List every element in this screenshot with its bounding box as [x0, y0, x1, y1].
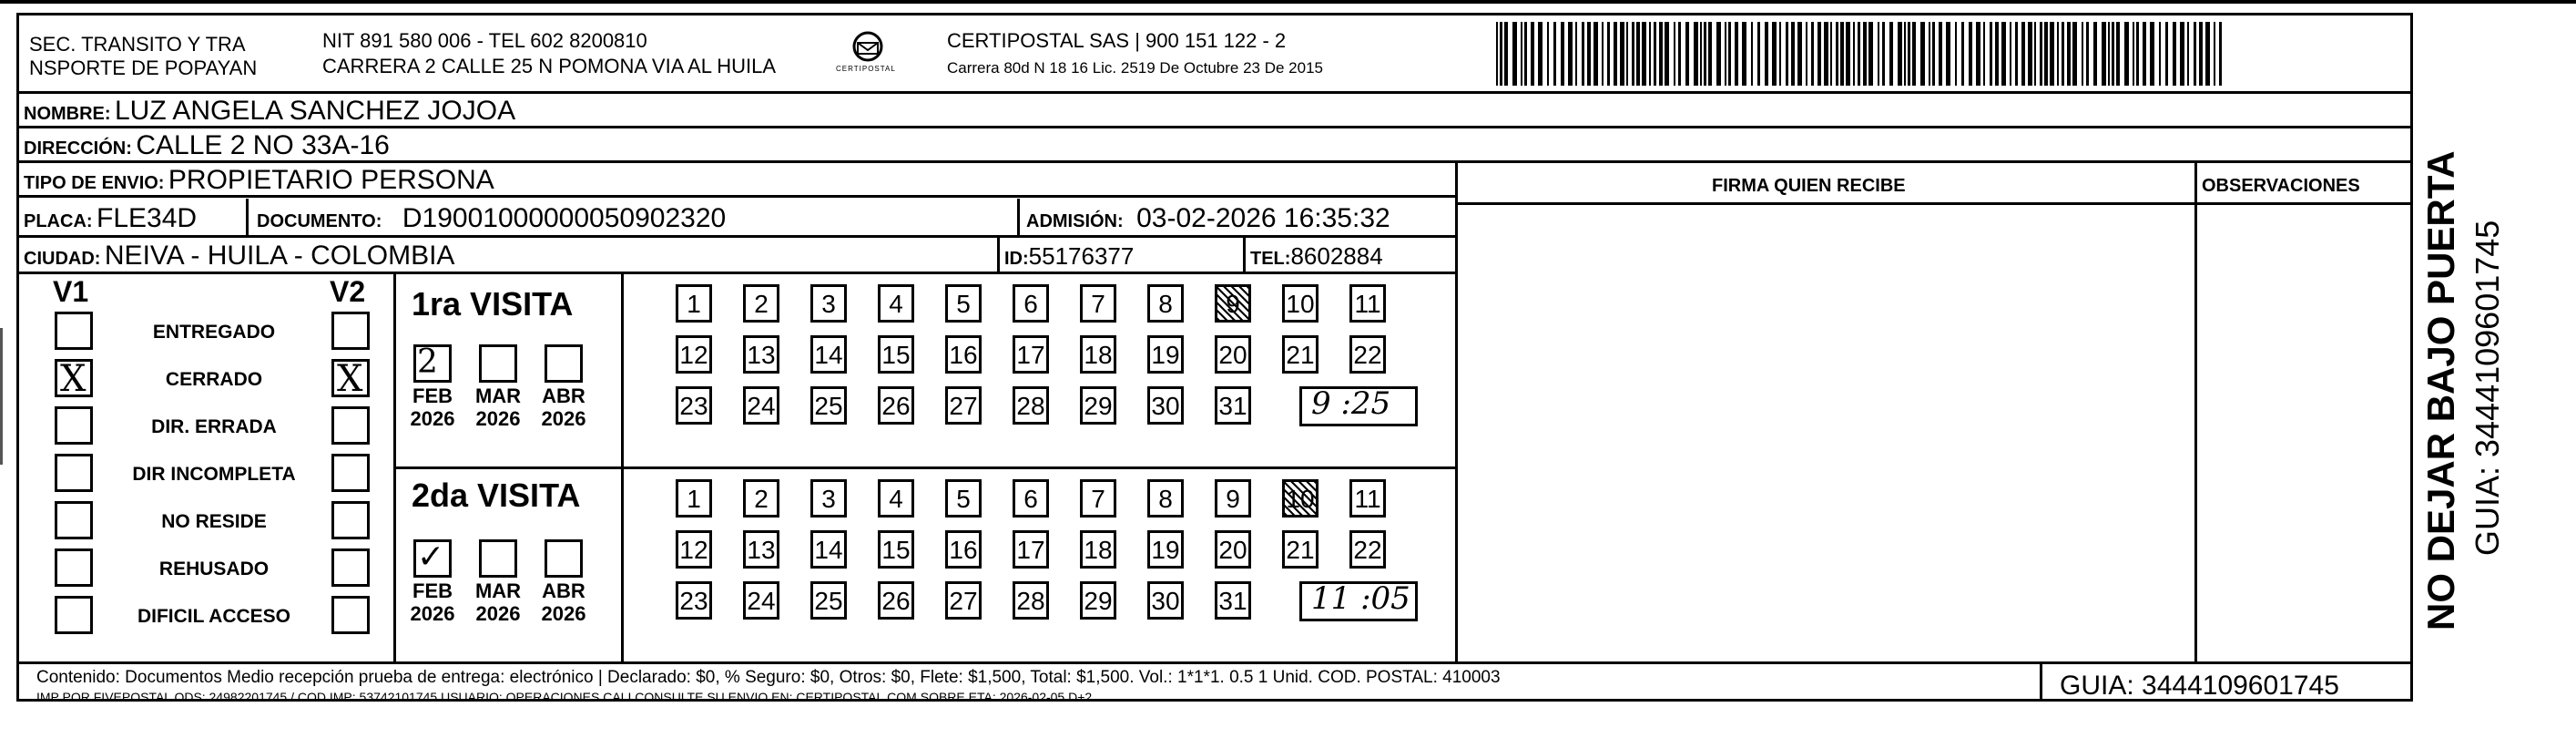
direccion-label: DIRECCIÓN:: [24, 138, 132, 159]
rule-firma-left: [1455, 160, 1458, 661]
day-box[interactable]: 15: [878, 335, 914, 374]
barcode-bar: [2214, 22, 2215, 86]
ciudad-value: NEIVA - HUILA - COLOMBIA: [104, 241, 455, 271]
day-box[interactable]: 5: [945, 284, 982, 323]
barcode-bar: [1882, 22, 1885, 86]
day-box[interactable]: 11: [1349, 284, 1386, 323]
barcode-bar: [1716, 22, 1721, 86]
barcode-bar: [1824, 22, 1828, 86]
day-box[interactable]: 17: [1013, 335, 1049, 374]
rule-tipo: [16, 195, 1455, 198]
footer-guia: GUIA: 3444109601745: [2060, 671, 2339, 701]
ciudad-row: [24, 242, 454, 270]
day-box[interactable]: 26: [878, 581, 914, 620]
tipo-value: PROPIETARIO PERSONA: [168, 165, 494, 195]
day-box[interactable]: 25: [810, 581, 847, 620]
barcode-bar: [1904, 22, 1906, 86]
rule-status-visits: [393, 272, 396, 661]
barcode-bar: [1626, 22, 1628, 86]
month-year: 2026: [541, 407, 586, 430]
day-box[interactable]: 24: [743, 386, 779, 425]
month-checkbox[interactable]: [479, 344, 517, 383]
v2-checkbox[interactable]: [331, 596, 370, 634]
tipo-label: TIPO DE ENVIO:: [24, 173, 165, 193]
day-box[interactable]: 22: [1349, 530, 1386, 569]
nombre-row: [24, 97, 515, 125]
barcode-bar: [2086, 22, 2089, 86]
rule-placa-doc: [246, 199, 249, 235]
ciudad-label: CIUDAD:: [24, 249, 101, 269]
status-label: NO RESIDE: [161, 511, 267, 532]
month-year: 2026: [475, 407, 521, 430]
license-line: Carrera 80d N 18 16 Lic. 2519 De Octubre 23 De 2015: [947, 59, 1323, 77]
envelope-logo-icon: [836, 31, 900, 64]
tel-row: [1250, 244, 1383, 268]
barcode-bar: [2116, 22, 2120, 86]
rule-direccion: [16, 160, 2413, 163]
month-checkbox[interactable]: [545, 344, 583, 383]
month-label: MAR: [474, 579, 522, 602]
admision-value: 03-02-2026 16:35:32: [1136, 203, 1390, 233]
month-handwritten-mark: 2: [417, 343, 438, 381]
barcode-bar: [2136, 22, 2139, 86]
day-box[interactable]: 1: [676, 284, 712, 323]
barcode-bar: [1858, 22, 1860, 86]
barcode-bar: [1840, 22, 1844, 86]
barcode-bar: [1811, 22, 1814, 86]
barcode-bar: [1939, 22, 1942, 86]
v2-checkbox[interactable]: [331, 501, 370, 539]
day-box[interactable]: 26: [878, 386, 914, 425]
barcode-bar: [2044, 22, 2048, 86]
barcode-bar: [1920, 22, 1925, 86]
barcode-bar: [2150, 22, 2154, 86]
barcode-bar: [1496, 22, 1498, 86]
month-year: 2026: [410, 602, 455, 625]
v2-checkbox[interactable]: [331, 406, 370, 445]
barcode-bar: [1908, 22, 1910, 86]
barcode-bar: [2050, 22, 2054, 86]
barcode-bar: [2067, 22, 2071, 86]
v2-check-mark: X: [337, 358, 363, 400]
barcode: [1496, 22, 2225, 86]
id-value: 55176377: [1028, 242, 1135, 270]
barcode-bar: [2124, 22, 2129, 86]
barcode-bar: [1846, 22, 1850, 86]
barcode-bar: [1797, 22, 1802, 86]
barcode-bar: [1524, 22, 1527, 86]
month-label: ABR: [542, 579, 585, 602]
barcode-bar: [1765, 22, 1768, 86]
direccion-row: [24, 132, 390, 159]
documento-row: [257, 205, 726, 232]
day-box[interactable]: 31: [1215, 386, 1251, 425]
barcode-bar: [1772, 22, 1777, 86]
barcode-bar: [2015, 22, 2018, 86]
barcode-bar: [2062, 22, 2064, 86]
rule-doc-adm: [1017, 199, 1020, 235]
month-checkbox[interactable]: [545, 539, 583, 578]
day-box[interactable]: 24: [743, 581, 779, 620]
barcode-bar: [1575, 22, 1577, 86]
barcode-bar: [1868, 22, 1873, 86]
day-box[interactable]: 6: [1013, 479, 1049, 518]
day-box[interactable]: 3: [810, 284, 847, 323]
sender-line-1: SEC. TRANSITO Y TRA: [29, 33, 246, 56]
day-box[interactable]: 27: [945, 581, 982, 620]
barcode-bar: [1990, 22, 1992, 86]
barcode-bar: [1863, 22, 1867, 86]
barcode-bar: [2028, 22, 2032, 86]
nit-line: NIT 891 580 006 - TEL 602 8200810: [322, 29, 647, 52]
barcode-bar: [1929, 22, 1930, 86]
status-label: CERRADO: [165, 369, 263, 390]
barcode-bar: [1742, 22, 1746, 86]
barcode-bar: [2194, 22, 2196, 86]
status-label: DIR. ERRADA: [151, 416, 277, 437]
barcode-bar: [1587, 22, 1591, 86]
rule-firma-header: [1455, 202, 2413, 205]
barcode-bar: [2199, 22, 2203, 86]
placa-row: [24, 205, 197, 232]
barcode-bar: [1853, 22, 1855, 86]
day-box[interactable]: 21: [1282, 530, 1319, 569]
v1-label: V1: [53, 275, 89, 308]
side-guia: GUIA: 3444109601745: [2469, 220, 2506, 556]
barcode-bar: [1786, 22, 1788, 86]
month-checkbox[interactable]: [479, 539, 517, 578]
barcode-bar: [1757, 22, 1760, 86]
day-box[interactable]: 7: [1080, 284, 1116, 323]
barcode-bar: [1878, 22, 1879, 86]
day-box[interactable]: 30: [1147, 581, 1184, 620]
barcode-bar: [1659, 22, 1663, 86]
footer-imp: IMP POR FIVEPOSTAL ODS: 24982201745 / COD.IMP: 53742101745 USUARIO: OPERACIONES.CALI CONSULTE SU ENVIO EN: CERTIPOSTAL.COM SOBRE ETA: 2026-02-05 D+2: [36, 690, 1093, 704]
day-box[interactable]: 11: [1349, 479, 1386, 518]
month-year: 2026: [410, 407, 455, 430]
barcode-bar: [1898, 22, 1902, 86]
barcode-bar: [2010, 22, 2011, 86]
v2-checkbox[interactable]: [331, 454, 370, 492]
day-box[interactable]: 30: [1147, 386, 1184, 425]
barcode-bar: [1946, 22, 1950, 86]
barcode-bar: [1700, 22, 1702, 86]
day-box[interactable]: 19: [1147, 530, 1184, 569]
rule-footer: [16, 661, 2413, 664]
day-box[interactable]: 4: [878, 479, 914, 518]
day-box[interactable]: 28: [1013, 386, 1049, 425]
month-label: FEB: [412, 384, 453, 407]
barcode-bar: [1704, 22, 1706, 86]
status-label: ENTREGADO: [152, 322, 276, 343]
v2-checkbox[interactable]: [331, 312, 370, 350]
barcode-bar: [2102, 22, 2106, 86]
barcode-bar: [1791, 22, 1795, 86]
visit2-title: 2da VISITA: [412, 477, 581, 514]
barcode-bar: [1694, 22, 1698, 86]
day-box[interactable]: 29: [1080, 386, 1116, 425]
barcode-bar: [1955, 22, 1957, 86]
day-box[interactable]: 6: [1013, 284, 1049, 323]
rule-footer-guia: [2040, 661, 2042, 702]
barcode-bar: [1806, 22, 1807, 86]
day-box[interactable]: 15: [878, 530, 914, 569]
barcode-bar: [1531, 22, 1534, 86]
scan-left-edge: [0, 328, 3, 465]
barcode-bar: [1817, 22, 1821, 86]
logo-caption: CERTIPOSTAL: [836, 65, 896, 73]
day-box[interactable]: 16: [945, 530, 982, 569]
rule-header: [16, 91, 2413, 94]
barcode-bar: [1830, 22, 1832, 86]
v2-checkbox[interactable]: [331, 548, 370, 587]
placa-value: FLE34D: [97, 203, 198, 233]
day-box[interactable]: 31: [1215, 581, 1251, 620]
day-box[interactable]: 14: [810, 335, 847, 374]
documento-label: DOCUMENTO:: [257, 211, 382, 231]
barcode-bar: [1932, 22, 1935, 86]
day-box[interactable]: 18: [1080, 530, 1116, 569]
id-label: ID:: [1004, 249, 1029, 269]
barcode-bar: [1678, 22, 1681, 86]
barcode-bar: [1632, 22, 1634, 86]
day-box[interactable]: 3: [810, 479, 847, 518]
barcode-bar: [2034, 22, 2036, 86]
barcode-bar: [2040, 22, 2042, 86]
footer-contenido: Contenido: Documentos Medio recepción prueba de entrega: electrónico | Declarado: $0, % Seguro: $0, Otros: $0, Flete: $1,500, Total: $1,500. Vol.: 1*1*1. 0.5 1 Unid. COD. POSTAL: 410003: [36, 668, 1501, 687]
day-box[interactable]: 20: [1215, 530, 1251, 569]
barcode-bar: [2165, 22, 2168, 86]
barcode-bar: [2057, 22, 2059, 86]
day-box[interactable]: 10: [1282, 479, 1319, 518]
barcode-bar: [1665, 22, 1669, 86]
rule-id-tel: [1243, 235, 1246, 272]
barcode-bar: [1561, 22, 1564, 86]
tel-value: 8602884: [1290, 242, 1383, 270]
barcode-bar: [2187, 22, 2189, 86]
day-box[interactable]: 16: [945, 335, 982, 374]
day-box[interactable]: 2: [743, 479, 779, 518]
rule-months-days: [621, 272, 624, 661]
certipostal-logo: [836, 31, 900, 78]
status-label: REHUSADO: [158, 559, 270, 579]
company-line: CERTIPOSTAL SAS | 900 151 122 - 2: [947, 29, 1287, 52]
v1-checkbox[interactable]: [55, 406, 93, 445]
month-label: FEB: [412, 579, 453, 602]
tipo-row: [24, 167, 494, 194]
v1-checkbox[interactable]: [55, 548, 93, 587]
day-box[interactable]: 9: [1215, 284, 1251, 323]
hour-handwritten: 11 :05: [1311, 580, 1410, 617]
address-line: CARRERA 2 CALLE 25 N POMONA VIA AL HUILA: [322, 55, 777, 77]
day-box[interactable]: 27: [945, 386, 982, 425]
barcode-bar: [1961, 22, 1964, 86]
barcode-graphic: [1496, 22, 2225, 86]
direccion-value: CALLE 2 NO 33A-16: [136, 130, 390, 160]
rule-placa: [16, 235, 1455, 238]
status-label: DIR INCOMPLETA: [132, 464, 296, 485]
barcode-bar: [2219, 22, 2222, 86]
day-box[interactable]: 4: [878, 284, 914, 323]
barcode-bar: [1725, 22, 1726, 86]
firma-label: FIRMA QUIEN RECIBE: [1712, 176, 1906, 196]
day-box[interactable]: 13: [743, 335, 779, 374]
barcode-bar: [1654, 22, 1656, 86]
scan-top-edge: [0, 0, 2576, 4]
barcode-bar: [1500, 22, 1502, 86]
day-box[interactable]: 21: [1282, 335, 1319, 374]
barcode-bar: [2143, 22, 2146, 86]
rule-obs-left: [2194, 160, 2197, 661]
day-box[interactable]: 9: [1215, 479, 1251, 518]
v1-check-mark: X: [60, 358, 87, 400]
nombre-value: LUZ ANGELA SANCHEZ JOJOA: [115, 96, 516, 126]
day-box[interactable]: 23: [676, 581, 712, 620]
day-box[interactable]: 2: [743, 284, 779, 323]
id-row: [1004, 244, 1134, 268]
day-box[interactable]: 12: [676, 335, 712, 374]
barcode-bar: [1607, 22, 1610, 86]
v1-checkbox[interactable]: [55, 501, 93, 539]
v1-checkbox[interactable]: [55, 312, 93, 350]
day-box[interactable]: 8: [1147, 479, 1184, 518]
barcode-bar: [2108, 22, 2110, 86]
hour-handwritten: 9 :25: [1311, 385, 1391, 422]
day-box[interactable]: 23: [676, 386, 712, 425]
barcode-bar: [1779, 22, 1781, 86]
tel-label: TEL:: [1250, 249, 1291, 269]
barcode-bar: [1582, 22, 1584, 86]
barcode-bar: [2001, 22, 2006, 86]
visit1-title: 1ra VISITA: [412, 285, 574, 323]
barcode-bar: [2133, 22, 2134, 86]
day-box[interactable]: 25: [810, 386, 847, 425]
barcode-bar: [2180, 22, 2184, 86]
month-year: 2026: [541, 602, 586, 625]
month-year: 2026: [475, 602, 521, 625]
day-box[interactable]: 18: [1080, 335, 1116, 374]
barcode-bar: [1504, 22, 1508, 86]
barcode-bar: [1889, 22, 1893, 86]
day-box[interactable]: 20: [1215, 335, 1251, 374]
day-box[interactable]: 12: [676, 530, 712, 569]
barcode-bar: [1674, 22, 1675, 86]
barcode-bar: [1912, 22, 1916, 86]
barcode-bar: [1521, 22, 1522, 86]
barcode-bar: [1735, 22, 1738, 86]
barcode-bar: [2159, 22, 2161, 86]
day-box[interactable]: 7: [1080, 479, 1116, 518]
day-box[interactable]: 28: [1013, 581, 1049, 620]
day-box[interactable]: 19: [1147, 335, 1184, 374]
status-label: DIFICIL ACCESO: [137, 606, 290, 627]
v1-checkbox[interactable]: [55, 596, 93, 634]
observaciones-label: OBSERVACIONES: [2202, 176, 2360, 196]
day-box[interactable]: 29: [1080, 581, 1116, 620]
barcode-bar: [1614, 22, 1617, 86]
barcode-bar: [1969, 22, 1972, 86]
rule-ciudad: [16, 272, 1455, 274]
day-box[interactable]: 14: [810, 530, 847, 569]
barcode-bar: [1636, 22, 1640, 86]
barcode-bar: [1512, 22, 1517, 86]
barcode-bar: [1593, 22, 1598, 86]
documento-value: D19001000000050902320: [402, 203, 727, 233]
barcode-bar: [1568, 22, 1573, 86]
barcode-bar: [1602, 22, 1604, 86]
barcode-bar: [2072, 22, 2077, 86]
admision-row: [1026, 205, 1390, 232]
barcode-bar: [2021, 22, 2025, 86]
nombre-label: NOMBRE:: [24, 104, 111, 124]
barcode-bar: [1685, 22, 1689, 86]
barcode-bar: [1836, 22, 1838, 86]
rule-ciudad-id: [997, 235, 1000, 272]
barcode-bar: [1642, 22, 1646, 86]
barcode-bar: [2112, 22, 2114, 86]
day-box[interactable]: 17: [1013, 530, 1049, 569]
day-box[interactable]: 1: [676, 479, 712, 518]
barcode-bar: [1708, 22, 1712, 86]
day-box[interactable]: 10: [1282, 284, 1319, 323]
admision-label: ADMISIÓN:: [1026, 211, 1124, 231]
rule-nombre: [16, 126, 2413, 128]
barcode-bar: [1553, 22, 1556, 86]
month-label: ABR: [542, 384, 585, 407]
barcode-bar: [1983, 22, 1985, 86]
barcode-bar: [2173, 22, 2176, 86]
barcode-bar: [1620, 22, 1624, 86]
barcode-bar: [1751, 22, 1753, 86]
barcode-bar: [1547, 22, 1549, 86]
day-box[interactable]: 5: [945, 479, 982, 518]
barcode-bar: [1976, 22, 1980, 86]
month-handwritten-mark: ✓: [417, 538, 445, 576]
barcode-bar: [2093, 22, 2097, 86]
day-box[interactable]: 8: [1147, 284, 1184, 323]
day-box[interactable]: 13: [743, 530, 779, 569]
v2-label: V2: [330, 275, 366, 308]
barcode-bar: [2205, 22, 2210, 86]
v1-checkbox[interactable]: [55, 454, 93, 492]
barcode-bar: [2082, 22, 2083, 86]
barcode-bar: [1728, 22, 1731, 86]
rule-visits: [393, 466, 1455, 469]
month-label: MAR: [474, 384, 522, 407]
placa-label: PLACA:: [24, 211, 93, 231]
barcode-bar: [1995, 22, 1999, 86]
sender-line-2: NSPORTE DE POPAYAN: [29, 56, 258, 79]
barcode-bar: [1649, 22, 1651, 86]
no-dejar-bajo-puerta: NO DEJAR BAJO PUERTA: [2419, 150, 2462, 630]
barcode-bar: [1538, 22, 1543, 86]
day-box[interactable]: 22: [1349, 335, 1386, 374]
